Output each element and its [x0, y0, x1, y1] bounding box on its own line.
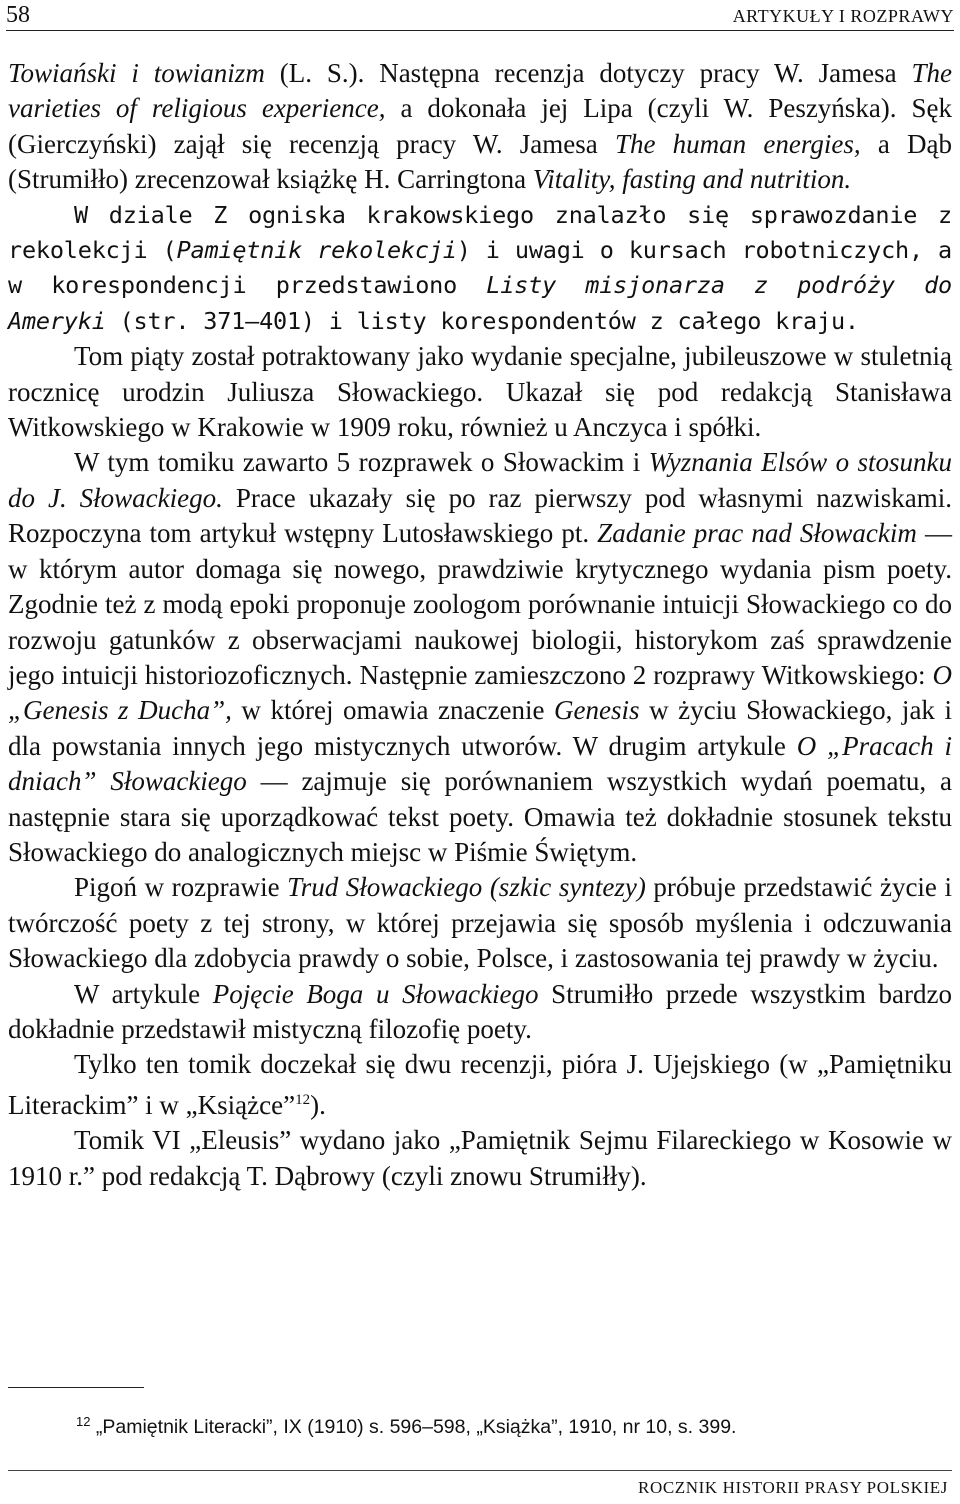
text-run: Tomik VI „Eleusis” wydano jako „Pamiętnik Sejmu Filareckiego w Kosowie w 1910 r.” pod redakcją T. Dąbrowy (czyli znowu Strumiłły). — [8, 1125, 952, 1191]
page-number: 58 — [6, 2, 30, 28]
page-header — [6, 0, 954, 31]
text-run: Strumiłło przede wszystkim bardzo dokładnie przedstawił mistyczną filozofię poety. — [8, 978, 952, 1044]
footer-rule — [8, 1470, 952, 1471]
paragraph-pigon — [8, 870, 952, 976]
italic-title: Wyznania Elsów o stosunku do J. Słowackiego. — [8, 447, 952, 513]
journal-footer: ROCZNIK HISTORII PRASY POLSKIEJ — [638, 1478, 948, 1497]
text-run: Prace ukazały się po raz pierwszy pod własnymi nazwiskami. Rozpoczyna tom artykuł wstępny Lutosławskiego pt. — [8, 482, 952, 549]
text-run: — zajmuje się porównaniem wszystkich wydań poematu, a następnie stara się uporządkować tekst poety. Omawia też dokładnie stosunek tekstu Słowackiego do analogicznych miejsc w Piśmie Świętym. — [8, 766, 952, 867]
paragraph-reviews — [8, 56, 952, 198]
paragraph-eleusis — [8, 1123, 952, 1194]
italic-title: Vitality, fasting and nutrition. — [532, 164, 852, 195]
text-run: Tylko ten tomik doczekał się dwu recenzji, pióra J. Ujejskiego (w „Pamiętniku Literackim” i w „Książce” — [8, 1049, 952, 1120]
paragraph-tomik — [8, 445, 952, 870]
text-run: — w którym autor domaga się nowego, prawdziwie krytycznego wydania pism poety. Zgodnie też z modą epoki proponuje zoologom porównanie intuicji Słowackiego co do rozwoju gatunków z obserwacjami naukowej biologii, historykom zaś sprawdzenie jego intuicji historiozoficznych. Następnie zamieszczono 2 rozprawy Witkowskiego: — [8, 518, 952, 690]
text-run: Pigoń w rozprawie — [74, 872, 288, 903]
paragraph-strumillo — [8, 977, 952, 1048]
text-run: W tym tomiku zawarto 5 rozprawek o Słowackim i — [74, 447, 649, 478]
italic-title: Trud Słowackiego (szkic syntezy) — [287, 872, 646, 903]
text-run: (str. 371–401) i listy korespondentów z całego kraju. — [105, 306, 859, 335]
italic-title: Towiański i towianizm — [8, 58, 265, 88]
footnote — [76, 1408, 938, 1441]
italic-title: Genesis — [554, 695, 640, 726]
footnote-rule — [8, 1387, 144, 1388]
footnote-reference: 12 — [295, 1091, 311, 1108]
italic-title: O „Genesis z Ducha”, — [8, 659, 952, 726]
text-run: a Dąb (Strumiłło) zrecenzował książkę H. Carringtona — [8, 128, 952, 195]
italic-title: Pamiętnik rekolekcji — [176, 236, 457, 265]
running-title: ARTYKUŁY I ROZPRAWY — [732, 6, 954, 26]
italic-title: Zadanie prac nad Słowackim — [597, 518, 917, 549]
text-run: Tom piąty został potraktowany jako wydanie specjalne, jubileuszowe w stuletnią rocznicę urodzin Juliusza Słowackiego. Ukazał się pod redakcją Stanisława Witkowskiego w Krakowie w 1909 roku, również u Anczyca i spółki. — [8, 341, 952, 443]
italic-title: The varieties of religious experience, — [8, 58, 953, 124]
italic-title: The human energies, — [614, 128, 861, 159]
text-run: a dokonała jej Lipa (czyli W. Peszyńska). Sęk (Gierczyński) zajął się recenzją pracy W. Jamesa — [8, 93, 952, 159]
text-run: próbuje przedstawić życie i twórczość poety z tej strony, w której przejawia się sposób myślenia i odczuwania Słowackiego dla zdobycia prawdy o sobie, Polsce, i zastosowania tej prawdy w życiu. — [8, 872, 952, 974]
italic-title: O „Pracach i dniach” Słowackiego — [8, 730, 952, 797]
italic-title: Listy misjonarza z podróży do Ameryki — [8, 271, 952, 335]
text-run: w której omawia znaczenie — [231, 695, 555, 726]
paragraph-z-ogniska — [8, 198, 952, 340]
italic-title: Pojęcie Boga u Słowackiego — [212, 978, 539, 1009]
footnote-marker: 12 — [76, 1414, 91, 1429]
text-run: ) i uwagi o kursach robotniczych, a w korespondencji przedstawiono — [8, 236, 952, 300]
text-run: (L. S.). Następna recenzja dotyczy pracy W. Jamesa — [264, 58, 912, 88]
text-run: W artykule — [74, 978, 213, 1009]
text-run: w życiu Słowackiego, jak i dla powstania innych jego mistycznych utworów. W drugim artykule — [8, 695, 952, 761]
article-body — [8, 56, 952, 1194]
footnote-text: „Pamiętnik Literacki”, IX (1910) s. 596–598, „Książka”, 1910, nr 10, s. 399. — [95, 1416, 737, 1438]
text-run: ). — [310, 1089, 326, 1120]
paragraph-tom-piaty — [8, 339, 952, 445]
text-run: W dziale Z ogniska krakowskiego znalazło się sprawozdanie z rekolekcji ( — [8, 200, 952, 265]
paragraph-recenzje — [8, 1047, 952, 1123]
